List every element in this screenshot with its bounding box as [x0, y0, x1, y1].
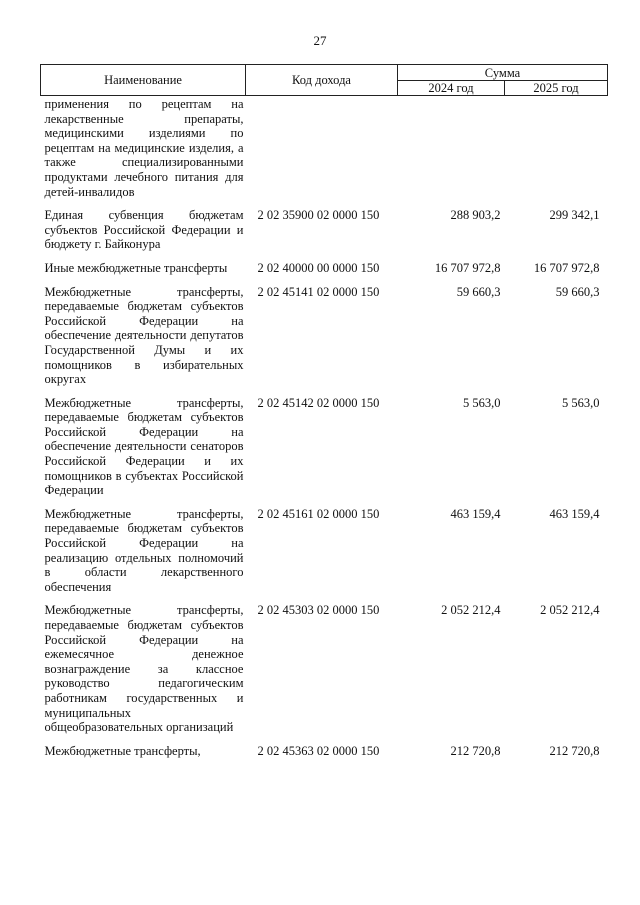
page-number: 27 [313, 33, 327, 48]
row-code: 2 02 45141 02 0000 150 [257, 284, 380, 299]
row-name: Межбюджетные трансферты, передаваемые бюджетам субъектов Российской Федерации на ежемесячное денежное вознаграждение за классное руководство педагогическим работникам государственных и муниципальных общеобразовательных организаций [44, 603, 244, 735]
row-code [246, 96, 398, 203]
row-name: Единая субвенция бюджетам субъектов Российской Федерации и бюджету г. Байконура [44, 208, 244, 252]
header-year-2024: 2024 год [398, 81, 505, 96]
row-value-2025: 2 052 212,4 [540, 603, 600, 618]
row-code: 2 02 45142 02 0000 150 [257, 395, 380, 410]
row-value-2025: 59 660,3 [555, 284, 600, 299]
row-value-2024: 463 159,4 [450, 506, 501, 521]
table-row [41, 202, 608, 255]
table-row [41, 96, 608, 203]
row-value-2025: 299 342,1 [549, 208, 600, 223]
row-value-2025: 463 159,4 [549, 506, 600, 521]
row-code: 2 02 45161 02 0000 150 [257, 506, 380, 521]
row-value-2024: 16 707 972,8 [434, 260, 501, 275]
row-value-2024: 2 052 212,4 [441, 603, 501, 618]
row-name: Межбюджетные трансферты, передаваемые бюджетам субъектов Российской Федерации на обеспечение деятельности депутатов Государственной Думы и их помощников в избирательных округах [44, 284, 244, 387]
header-year-2025: 2025 год [505, 81, 608, 96]
row-name: Межбюджетные трансферты, передаваемые бюджетам субъектов Российской Федерации на обеспечение деятельности сенаторов Российской Федерации и их помощников в субъектах Российской Федерации [44, 395, 244, 498]
row-value-2025 [505, 96, 608, 203]
row-value-2024: 288 903,2 [450, 208, 501, 223]
row-name: Иные межбюджетные трансферты [44, 260, 228, 275]
row-code: 2 02 40000 00 0000 150 [257, 260, 380, 275]
row-value-2025: 5 563,0 [562, 395, 600, 410]
row-value-2024: 5 563,0 [463, 395, 501, 410]
table-row [41, 501, 608, 598]
row-name: применения по рецептам на лекарственные препараты, медицинскими изделиями по рецептам на медицинские изделия, а также специализированными продуктами лечебного питания для детей-инвалидов [44, 97, 244, 199]
table-row [41, 597, 608, 737]
revenue-table [40, 64, 608, 761]
header-sum: Сумма [398, 65, 608, 81]
row-name: Межбюджетные трансферты, [44, 743, 201, 758]
table-row [41, 279, 608, 390]
table-header [41, 65, 608, 96]
row-name: Межбюджетные трансферты, передаваемые бюджетам субъектов Российской Федерации на реализацию отдельных полномочий в области лекарственного обеспечения [44, 506, 244, 594]
row-value-2025: 16 707 972,8 [533, 260, 600, 275]
table-body [41, 96, 608, 762]
table-row [41, 255, 608, 279]
table-row [41, 738, 608, 762]
header-code: Код дохода [246, 65, 398, 96]
header-name: Наименование [41, 65, 246, 96]
row-code: 2 02 45363 02 0000 150 [257, 743, 380, 758]
row-value-2024 [398, 96, 505, 203]
table-row [41, 390, 608, 501]
row-value-2024: 212 720,8 [450, 743, 501, 758]
row-value-2024: 59 660,3 [456, 284, 501, 299]
row-code: 2 02 45303 02 0000 150 [257, 603, 380, 618]
row-value-2025: 212 720,8 [549, 743, 600, 758]
row-code: 2 02 35900 02 0000 150 [257, 208, 380, 223]
